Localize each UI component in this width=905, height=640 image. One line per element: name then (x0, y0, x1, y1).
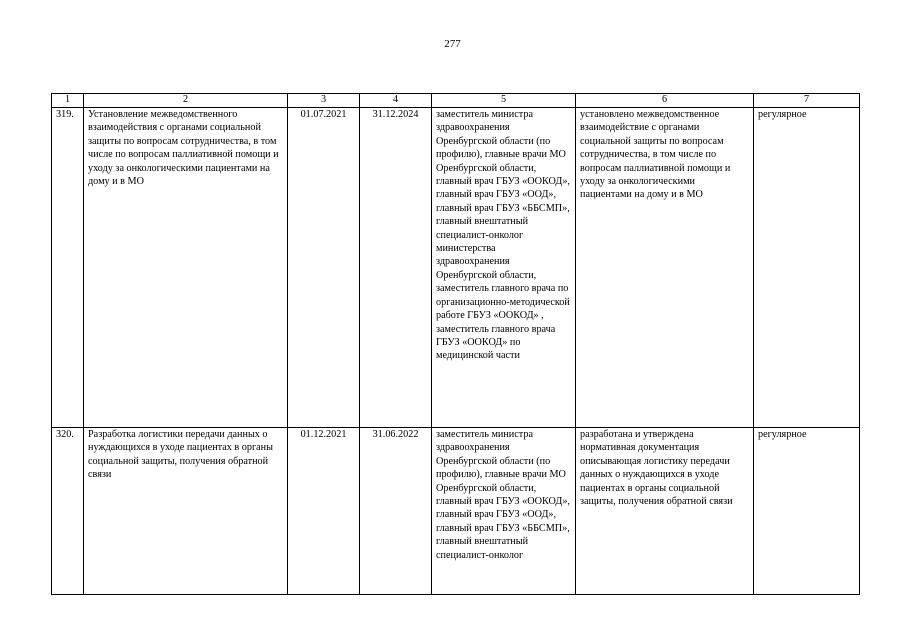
responsible-persons-cell (432, 428, 576, 595)
responsible-persons: заместитель министра здравоохранения Оренбургской области (по профилю), главные врачи МО Оренбургской области, главный врач ГБУЗ «ООКОД», главный врач ГБУЗ «ООД», главный врач ГБУЗ «ББСМП», главный внештатный специалист-онколог (436, 429, 570, 561)
column-header-7: 7 (754, 94, 860, 108)
end-date: 31.12.2024 (360, 108, 432, 428)
row-number: 320. (52, 428, 84, 595)
column-header-2: 2 (84, 94, 288, 108)
task-description: Установление межведомственного взаимодействия с органами социальной защиты по вопросам сотрудничества, в том числе по вопросам паллиативной помощи и уходу за онкологическими пациентами на дому и в МО (84, 108, 288, 428)
start-date: 01.07.2021 (288, 108, 360, 428)
column-header-5: 5 (432, 94, 576, 108)
column-header-1: 1 (52, 94, 84, 108)
task-description: Разработка логистики передачи данных о нуждающихся в уходе пациентах в органы социальной защиты, получения обратной связи (84, 428, 288, 595)
end-date: 31.06.2022 (360, 428, 432, 595)
expected-result: установлено межведомственное взаимодействие с органами социальной защиты по вопросам сотрудничества, в том числе по вопросам паллиативной помощи и уходу за онкологическими пациентами на дому и в МО (576, 108, 754, 428)
expected-result: разработана и утверждена нормативная документация описывающая логистику передачи данных о нуждающихся в уходе пациентах в органы социальной защиты, получения обратной связи (576, 428, 754, 595)
table-row (52, 108, 860, 428)
row-number: 319. (52, 108, 84, 428)
plan-table (51, 93, 860, 595)
header-row (52, 94, 860, 108)
table-row (52, 428, 860, 595)
task-type: регулярное (754, 108, 860, 428)
start-date: 01.12.2021 (288, 428, 360, 595)
column-header-4: 4 (360, 94, 432, 108)
column-header-3: 3 (288, 94, 360, 108)
column-header-6: 6 (576, 94, 754, 108)
page-number: 277 (444, 38, 461, 50)
task-type: регулярное (754, 428, 860, 595)
responsible-persons: заместитель министра здравоохранения Оренбургской области (по профилю), главные врачи МО Оренбургской области, главный врач ГБУЗ «ООКОД», главный врач ГБУЗ «ООД», главный врач ГБУЗ «ББСМП», главный внештатный специалист-онколог министерства здравоохранения Оренбургской области, заместитель главного врача по организационно-методической работе ГБУЗ «ООКОД» , заместитель главного врача ГБУЗ «ООКОД» по медицинской части (432, 108, 576, 428)
